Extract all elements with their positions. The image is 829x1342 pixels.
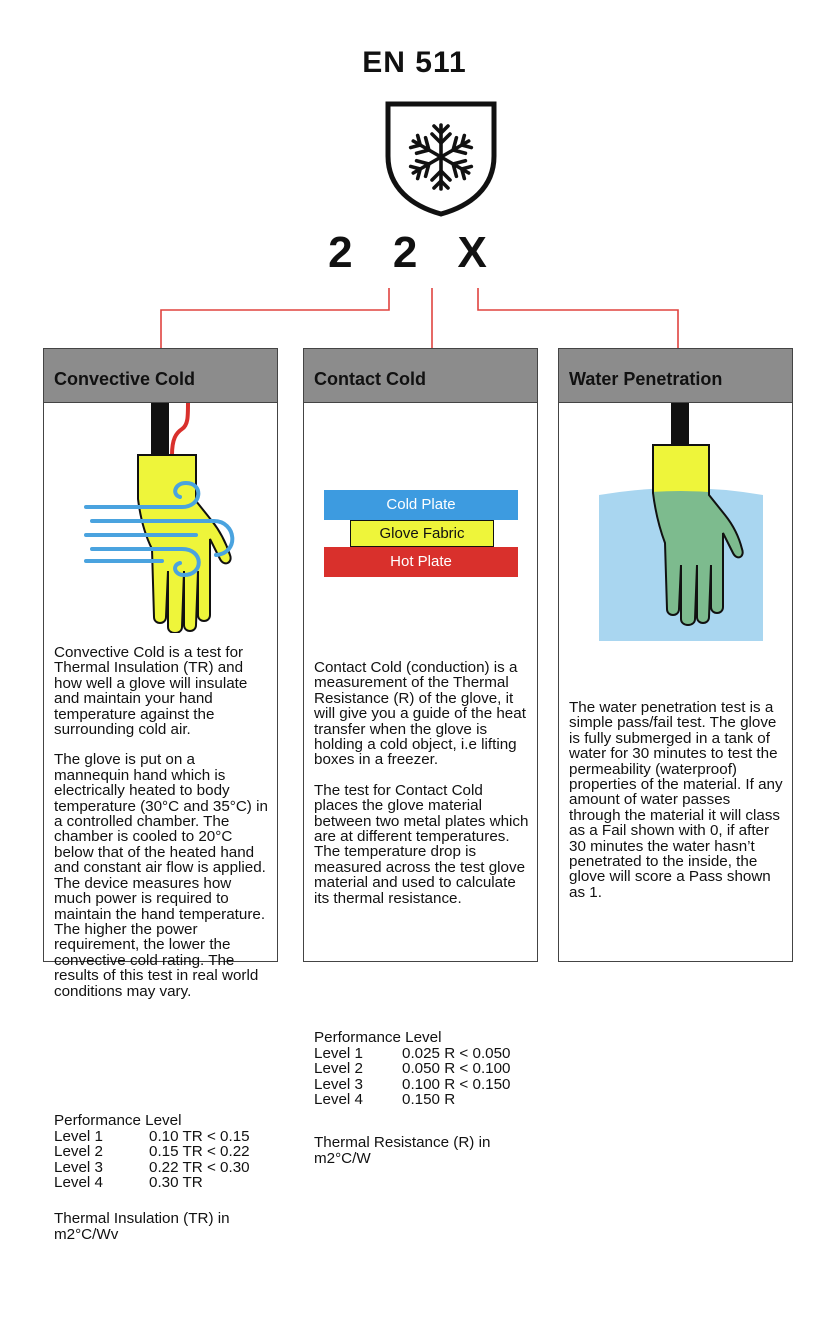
level-label: Level 2 (54, 1143, 103, 1161)
description-paragraph: The test for Contact Cold places the glove material between two metal plates which are at different temperatures. The temperature drop is measured across the test glove material and used to calculate its thermal resistance. (314, 781, 529, 907)
performance-row (54, 1175, 269, 1191)
panel-description (569, 700, 784, 915)
unit-note: Thermal Resistance (R) in m2°C/W (314, 1134, 491, 1167)
description-paragraph: Convective Cold is a test for Thermal Insulation (TR) and how well a glove will insulate and maintain your hand temperature against the surrounding cold air. (54, 644, 248, 739)
submerged-glove-icon (599, 403, 763, 641)
description-paragraph: The glove is put on a mannequin hand which is electrically heated to body temperature (30°C and 35°C) in a controlled chamber. The chamber is cooled to 20°C below that of the heated hand and constant air flow is applied. The device measures how much power is required to maintain the hand temperature. The higher the power requirement, the lower the convective cold rating. The results of this test in real world conditions may vary. (54, 751, 268, 1000)
unit-note: Thermal Insulation (TR) in m2°C/Wv (54, 1210, 230, 1243)
performance-row (314, 1077, 539, 1093)
panel-contact-cold (303, 348, 538, 1167)
glove-fabric: Glove Fabric (350, 520, 494, 547)
performance-levels (54, 1113, 269, 1191)
performance-row (54, 1160, 269, 1176)
panel-description (314, 660, 529, 921)
level-value: 0.15 TR < 0.22 (149, 1143, 250, 1161)
performance-levels (314, 1030, 539, 1108)
panel-convective-cold (43, 348, 278, 1243)
level-value: 0.050 R < 0.100 (402, 1060, 511, 1078)
panel-water-penetration (558, 348, 793, 962)
performance-row (314, 1046, 539, 1062)
description-paragraph: The water penetration test is a simple pass/fail test. The glove is fully submerged in a tank of water for 30 minutes to test the permeability (waterproof) properties of the material. If any amount of water passes through the material it will class as a Fail shown with 0, if after 30 minutes the water hasn’t penetrated to the inside, the glove will score a Pass shown as 1. (569, 699, 783, 901)
level-label: Level 1 (314, 1044, 363, 1062)
level-value: 0.025 R < 0.050 (402, 1044, 511, 1062)
level-label: Level 4 (54, 1174, 103, 1192)
level-value: 0.30 TR (149, 1174, 203, 1192)
connector-lines (0, 0, 829, 350)
heated-glove-wind-icon (64, 403, 264, 633)
level-label: Level 2 (314, 1060, 363, 1078)
level-label: Level 4 (314, 1091, 363, 1109)
panel-description (54, 645, 269, 1014)
panel-title: Water Penetration (559, 349, 792, 403)
standard-title: EN 511 (362, 46, 467, 79)
level-label: Level 3 (314, 1075, 363, 1093)
panel-title: Convective Cold (44, 349, 277, 403)
hot-plate: Hot Plate (324, 547, 518, 577)
description-paragraph: Contact Cold (conduction) is a measurement of the Thermal Resistance (R) of the glove, it will give you a guide of the heat transfer when the glove is holding a cold object, i.e lifting boxes in a freezer. (314, 659, 526, 769)
performance-title: Performance Level (54, 1112, 182, 1129)
level-value: 0.100 R < 0.150 (402, 1075, 511, 1093)
level-value: 0.150 R (402, 1091, 456, 1109)
performance-row (54, 1144, 269, 1160)
performance-row (314, 1061, 539, 1077)
performance-row (54, 1129, 269, 1145)
level-value: 0.10 TR < 0.15 (149, 1127, 250, 1145)
rating-code: 2 2 X (328, 228, 501, 277)
cold-plate: Cold Plate (324, 490, 518, 520)
panel-title: Contact Cold (304, 349, 537, 403)
level-value: 0.22 TR < 0.30 (149, 1158, 250, 1176)
performance-row (314, 1092, 539, 1108)
performance-title: Performance Level (314, 1029, 442, 1046)
level-label: Level 1 (54, 1127, 103, 1145)
level-label: Level 3 (54, 1158, 103, 1176)
